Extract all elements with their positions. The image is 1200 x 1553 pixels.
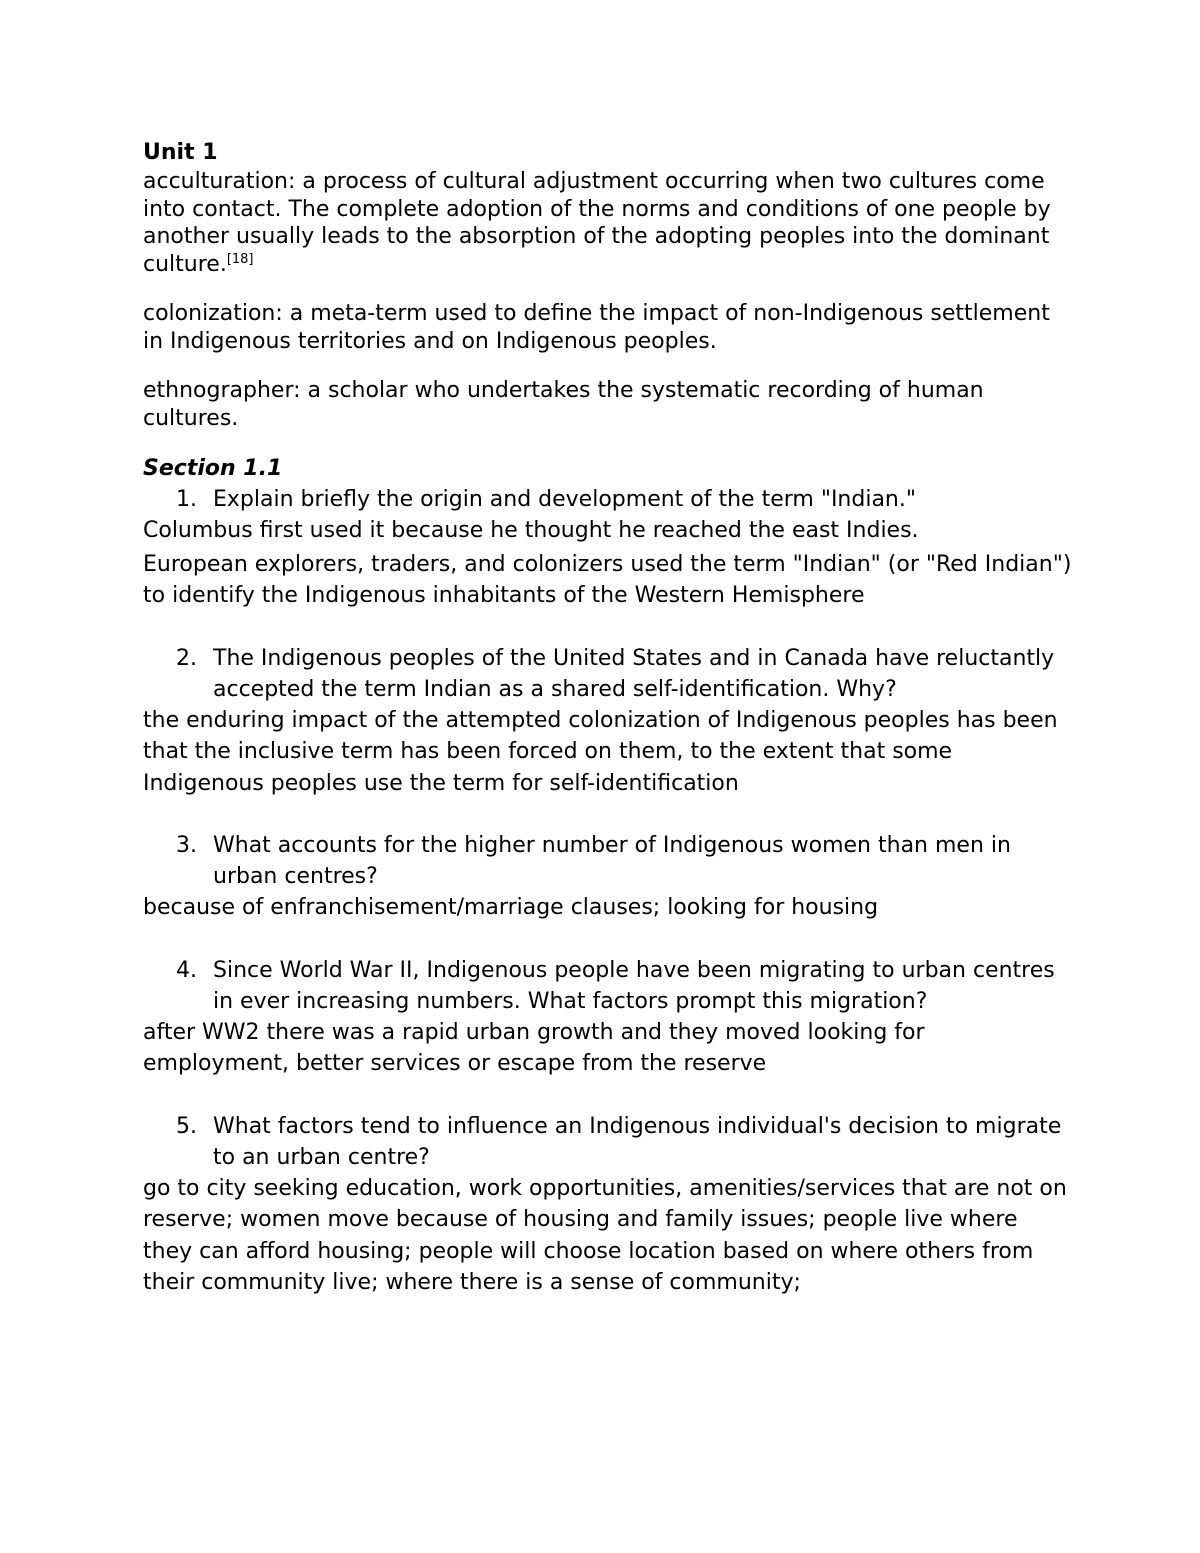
answer-1b: European explorers, traders, and colonizers used the term "Indian" (or "Red Indian") to identify the Indigenous inhabitants of the Western Hemisphere <box>143 551 1072 608</box>
definition-colonization: colonization: a meta-term used to define the impact of non-Indigenous settlement in Indigenous territories and on Indigenous peoples. <box>143 301 1050 354</box>
question-2 <box>143 643 1073 705</box>
answer-5: go to city seeking education, work opportunities, amenities/services that are not on reserve; women move because of housing and family issues; people live where they can afford housing; people will choose location based on where others from their community live; where there is a sense of community; <box>143 1175 1067 1295</box>
section-title: Section 1.1 <box>143 456 283 481</box>
question-number: 4. <box>176 957 197 983</box>
question-1 <box>143 484 1073 515</box>
question-text: What factors tend to influence an Indigenous individual's decision to migrate to an urban centre? <box>213 1113 1062 1170</box>
question-text: What accounts for the higher number of Indigenous women than men in urban centres? <box>213 833 1011 889</box>
answer-3: because of enfranchisement/marriage clauses; looking for housing <box>143 895 879 920</box>
answer-1a: Columbus first used it because he thought he reached the east Indies. <box>143 518 919 543</box>
question-text: The Indigenous peoples of the United States and in Canada have reluctantly accepted the term Indian as a shared self-identification. Why? <box>213 645 1055 702</box>
definition-ethnographer: ethnographer: a scholar who undertakes the systematic recording of human cultures. <box>143 378 984 431</box>
footnote-reference[interactable]: [18] <box>226 251 254 267</box>
definition-text: acculturation: a process of cultural adjustment occurring when two cultures come into contact. The complete adoption of the norms and conditions of one people by another usually leads to the absorption of the adopting peoples into the dominant culture. <box>143 169 1051 277</box>
answer-2: the enduring impact of the attempted colonization of Indigenous peoples has been that the inclusive term has been forced on them, to the extent that some Indigenous peoples use the term for self-identification <box>143 707 1058 796</box>
question-number: 5. <box>176 1113 197 1139</box>
answer-4: after WW2 there was a rapid urban growth and they moved looking for employment, better services or escape from the reserve <box>143 1019 925 1076</box>
unit-title: Unit 1 <box>143 140 218 165</box>
question-5 <box>143 1111 1073 1173</box>
question-3 <box>143 830 1073 892</box>
question-number: 2. <box>176 645 197 671</box>
document-body <box>143 138 1073 1299</box>
question-number: 1. <box>176 487 197 512</box>
definition-acculturation <box>143 168 1073 278</box>
question-text: Since World War II, Indigenous people have been migrating to urban centres in ever increasing numbers. What factors prompt this migration? <box>213 957 1055 1014</box>
question-text: Explain briefly the origin and development of the term "Indian." <box>213 487 916 512</box>
question-number: 3. <box>176 833 197 858</box>
question-4 <box>143 955 1073 1017</box>
